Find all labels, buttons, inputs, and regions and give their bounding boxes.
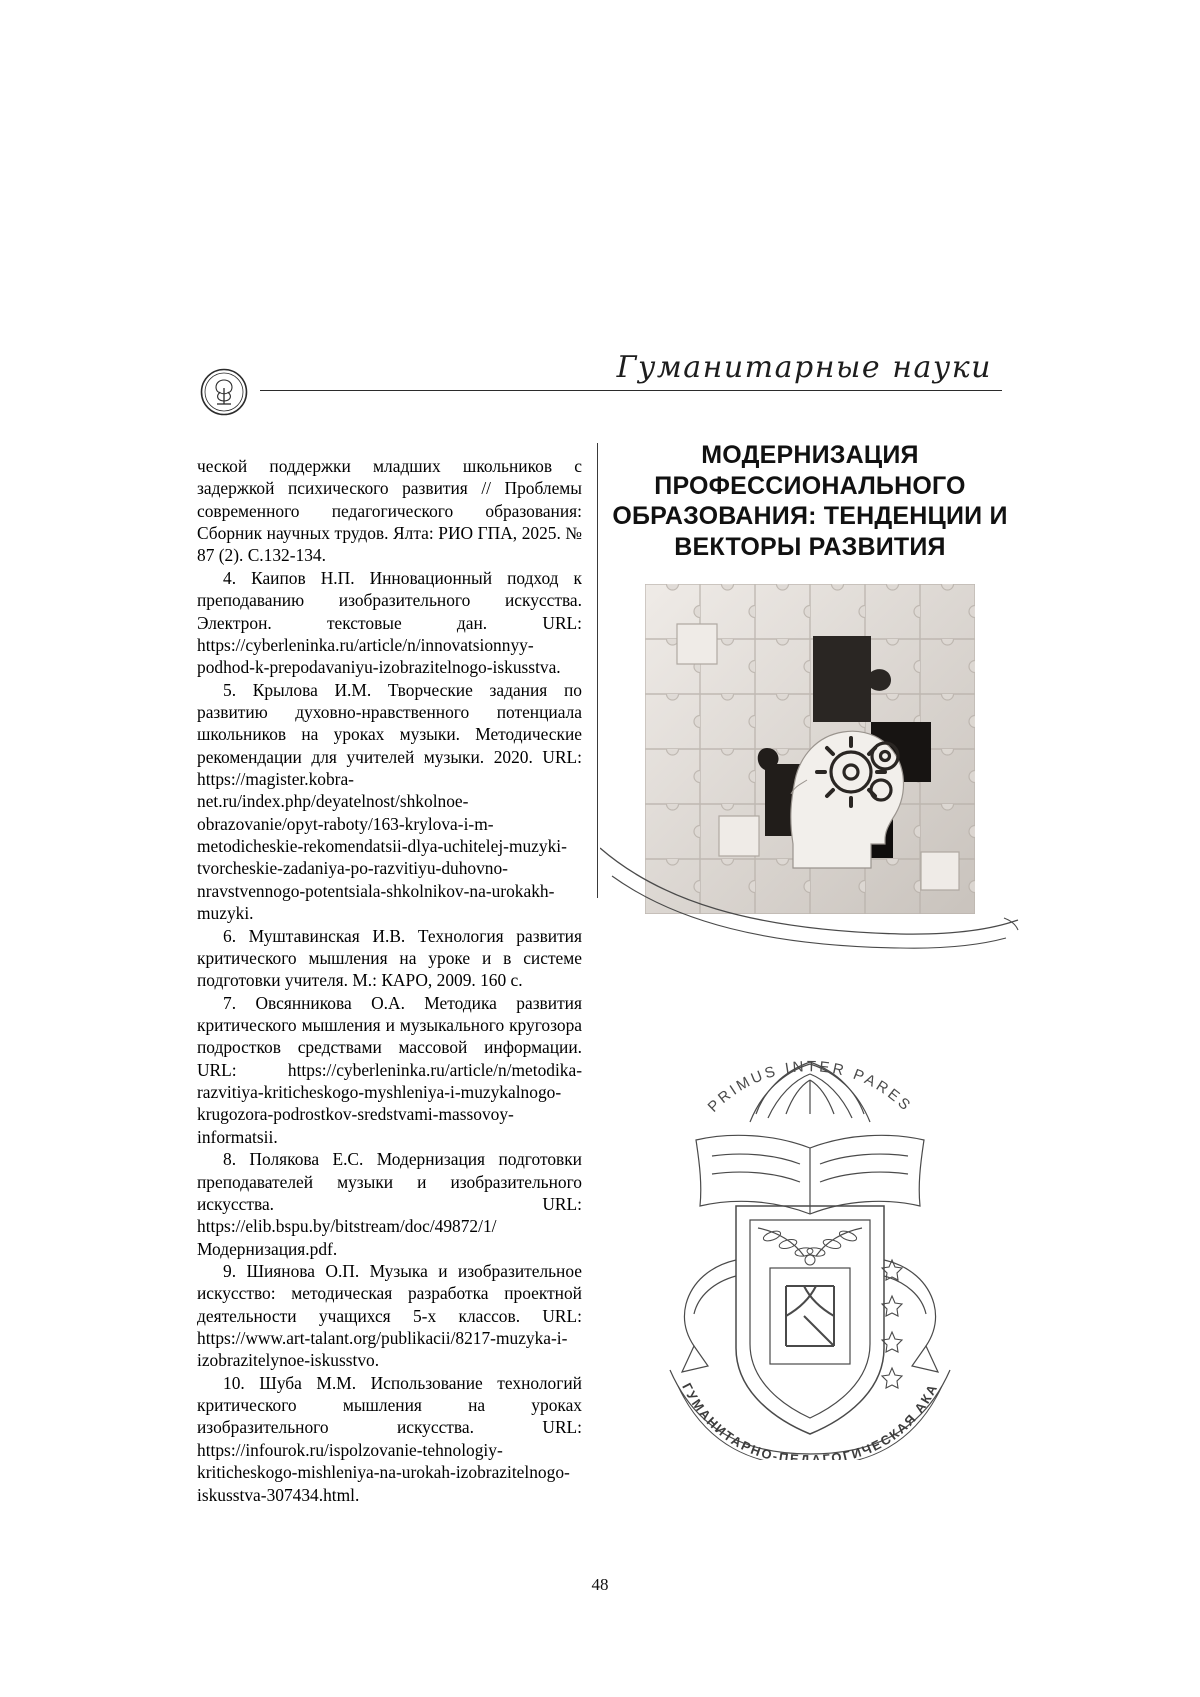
paragraph: 9. Шиянова О.П. Музыка и изобразительное искусство: методическая разработка проектной деятельности учащихся 5-х классов. URL: https://www.art-talant.org/publikacii/8217-muzyka-i-izobrazitelynoe-iskusstvo. [197,1260,582,1371]
paragraph: 10. Шуба М.М. Использование технологий критического мышления на уроках изобразительного искусства. URL: https://infourok.ru/ispolzovanie-tehnologiy-kriticheskogo-mishleniya-na-urokah-izobrazitelnogo-iskusstva-307434.html. [197,1372,582,1505]
header-divider [260,390,1002,391]
promo-title: МОДЕРНИЗАЦИЯ ПРОФЕССИОНАЛЬНОГО ОБРАЗОВАНИЯ: ТЕНДЕНЦИИ И ВЕКТОРЫ РАЗВИТИЯ [612,441,1008,561]
paragraph: 7. Овсянникова О.А. Методика развития критического мышления и музыкального кругозора подростков средствами массовой информации. URL: https://cyberleninka.ru/article/n/metodika-razvitiya-kriticheskogo-myshleniya-i-muzykalnogo-krugozora-podrostkov-sredstvami-massovoy-informatsii. [197,992,582,1147]
tree-emblem-icon [200,368,248,416]
page-number: 48 [591,1575,609,1594]
decorative-swash [600,830,1020,970]
emblem-motto-top: PRIMUS INTER PARES [704,1058,916,1116]
paragraph: 8. Полякова Е.С. Модернизация подготовки преподавателей музыки и изобразительного искусства. URL: https://elib.bspu.by/bitstream/doc/49872/1/Модернизация.pdf. [197,1149,582,1259]
section-title: Гуманитарные науки [603,350,1000,385]
references-column [197,455,582,1506]
paragraph: 5. Крылова И.М. Творческие задания по развитию духовно-нравственного потенциала школьников на уроках музыки. Методические рекомендации для учителей музыки. 2020. URL: https://magister.kobra-net.ru/index.php/deyatelnost/shkolnoe-obrazovanie/opyt-raboty/163-krylova-i-m-metodicheskie-rekomendatsii-dlya-uchitelej-muzyki-tvorcheskie-zadaniya-po-razvitiyu-duhovno-nravstvennogo-potentsiala-shkolnikov-na-urokakh-muzyki. [197,679,582,924]
page-header [200,350,1000,414]
paragraph: ческой поддержки младших школьников с задержкой психического развития // Проблемы современного педагогического образования: Сборник научных трудов. Ялта: РИО ГПА, 2025. № 87 (2). С.132-134. [197,456,582,566]
paragraph: 6. Муштавинская И.В. Технология развития критического мышления на уроке и в системе подготовки учителя. М.: КАРО, 2009. 160 с. [197,925,582,991]
academy-emblem [600,1010,1020,1460]
emblem-motto-bottom: ГУМАНИТАРНО-ПЕДАГОГИЧЕСКАЯ АКА [679,1380,941,1460]
paragraph: 4. Каипов Н.П. Инновационный подход к преподаванию изобразительного искусства. Электрон. текстовые дан. URL: https://cyberleninka.ru/article/n/innovatsionnyy-podhod-k-prepodavaniyu-izobrazitelnogo-iskusstva. [197,567,582,678]
column-divider [597,443,598,898]
